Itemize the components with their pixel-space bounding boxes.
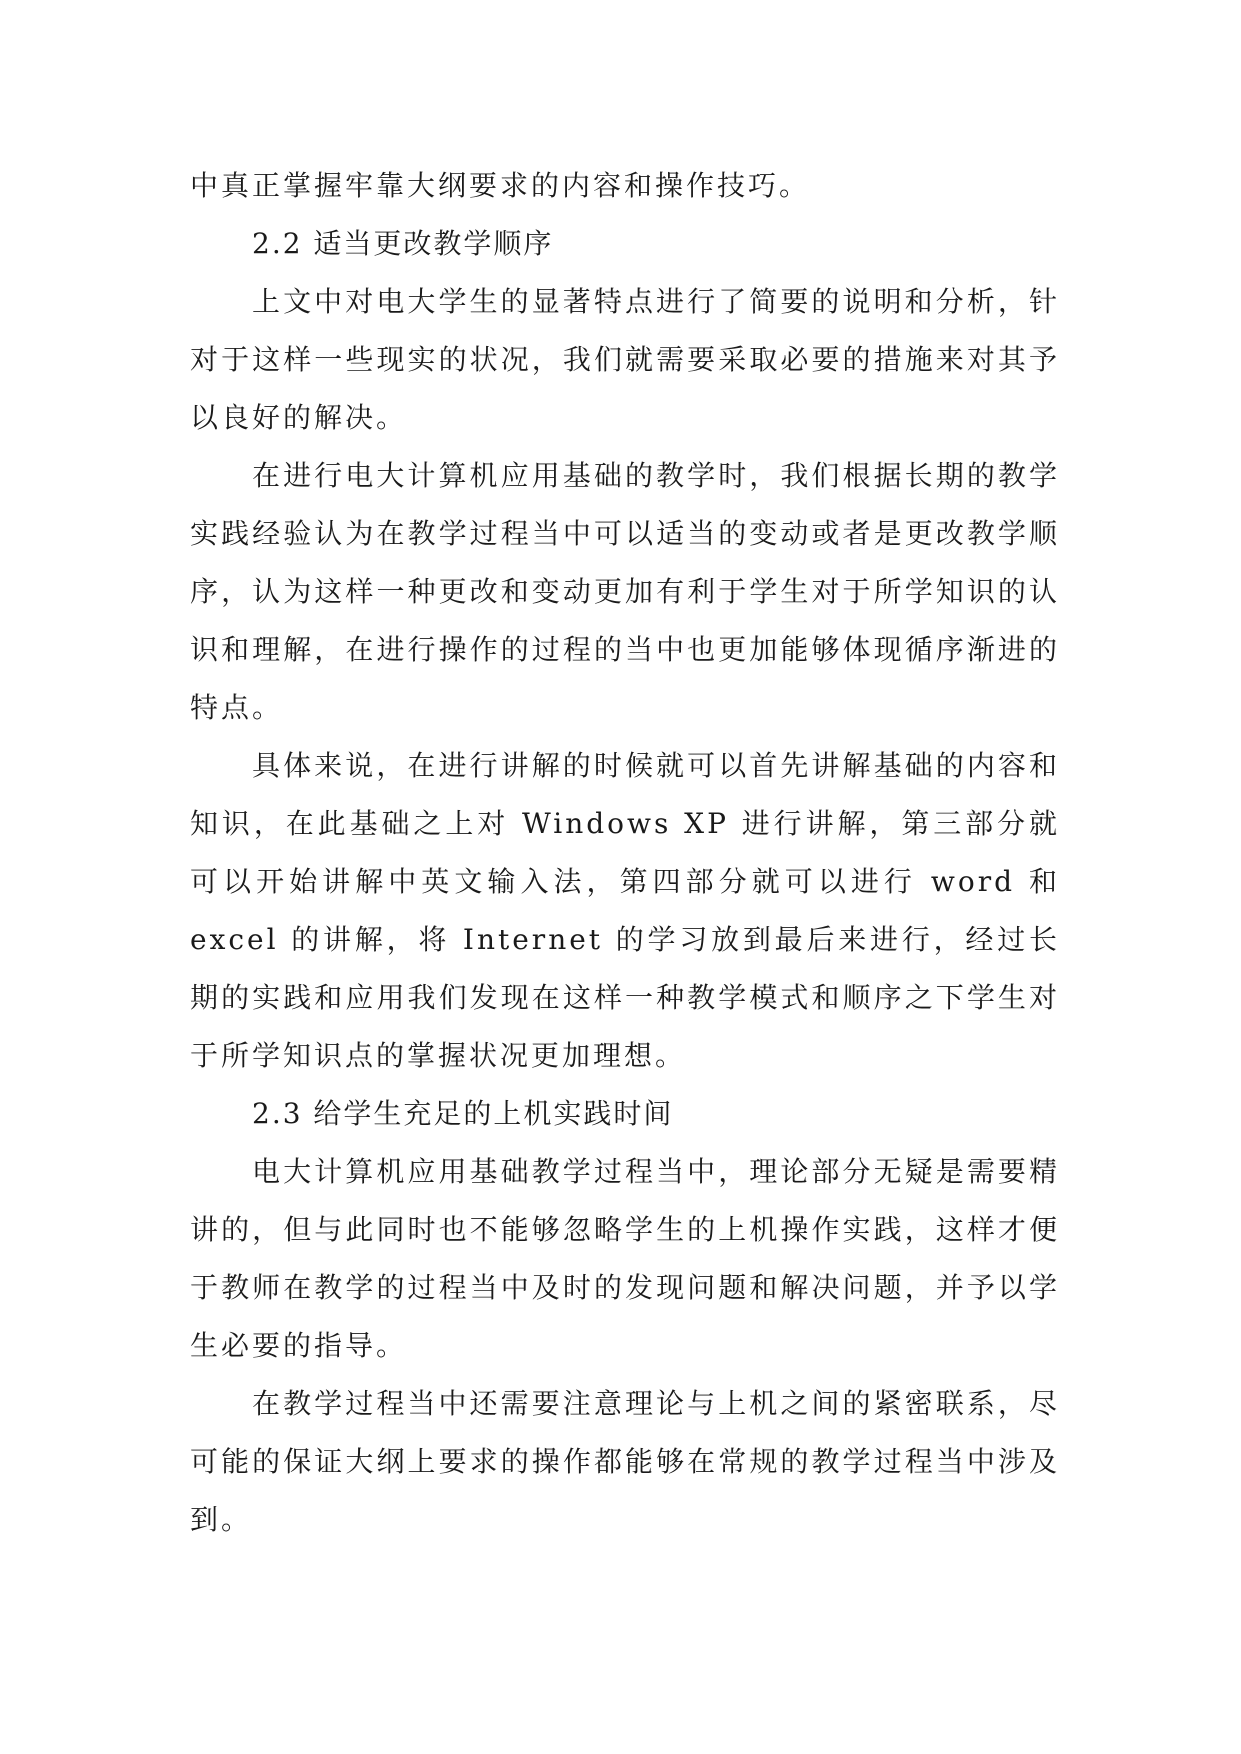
paragraph-continuation: 中真正掌握牢靠大纲要求的内容和操作技巧。 <box>190 169 811 202</box>
section-heading-2-2: 2.2 适当更改教学顺序 <box>252 227 554 260</box>
paragraph: 电大计算机应用基础教学过程当中，理论部分无疑是需要精讲的，但与此同时也不能够忽略学生的上机操作实践，这样才便于教师在教学的过程当中及时的发现问题和解决问题，并予以学生必要的指导。 <box>190 1155 1060 1362</box>
document-body <box>190 157 1060 1549</box>
paragraph: 在教学过程当中还需要注意理论与上机之间的紧密联系，尽可能的保证大纲上要求的操作都能够在常规的教学过程当中涉及到。 <box>190 1387 1060 1536</box>
section-heading-2-3: 2.3 给学生充足的上机实践时间 <box>252 1097 674 1130</box>
paragraph: 具体来说，在进行讲解的时候就可以首先讲解基础的内容和知识，在此基础之上对 Windows XP 进行讲解，第三部分就可以开始讲解中英文输入法，第四部分就可以进行 word 和 excel 的讲解，将 Internet 的学习放到最后来进行，经过长期的实践和应用我们发现在这样一种教学模式和顺序之下学生对于所学知识点的掌握状况更加理想。 <box>190 749 1060 1072</box>
paragraph: 在进行电大计算机应用基础的教学时，我们根据长期的教学实践经验认为在教学过程当中可以适当的变动或者是更改教学顺序，认为这样一种更改和变动更加有利于学生对于所学知识的认识和理解，在进行操作的过程的当中也更加能够体现循序渐进的特点。 <box>190 459 1060 724</box>
paragraph: 上文中对电大学生的显著特点进行了简要的说明和分析，针对于这样一些现实的状况，我们就需要采取必要的措施来对其予以良好的解决。 <box>190 285 1060 434</box>
